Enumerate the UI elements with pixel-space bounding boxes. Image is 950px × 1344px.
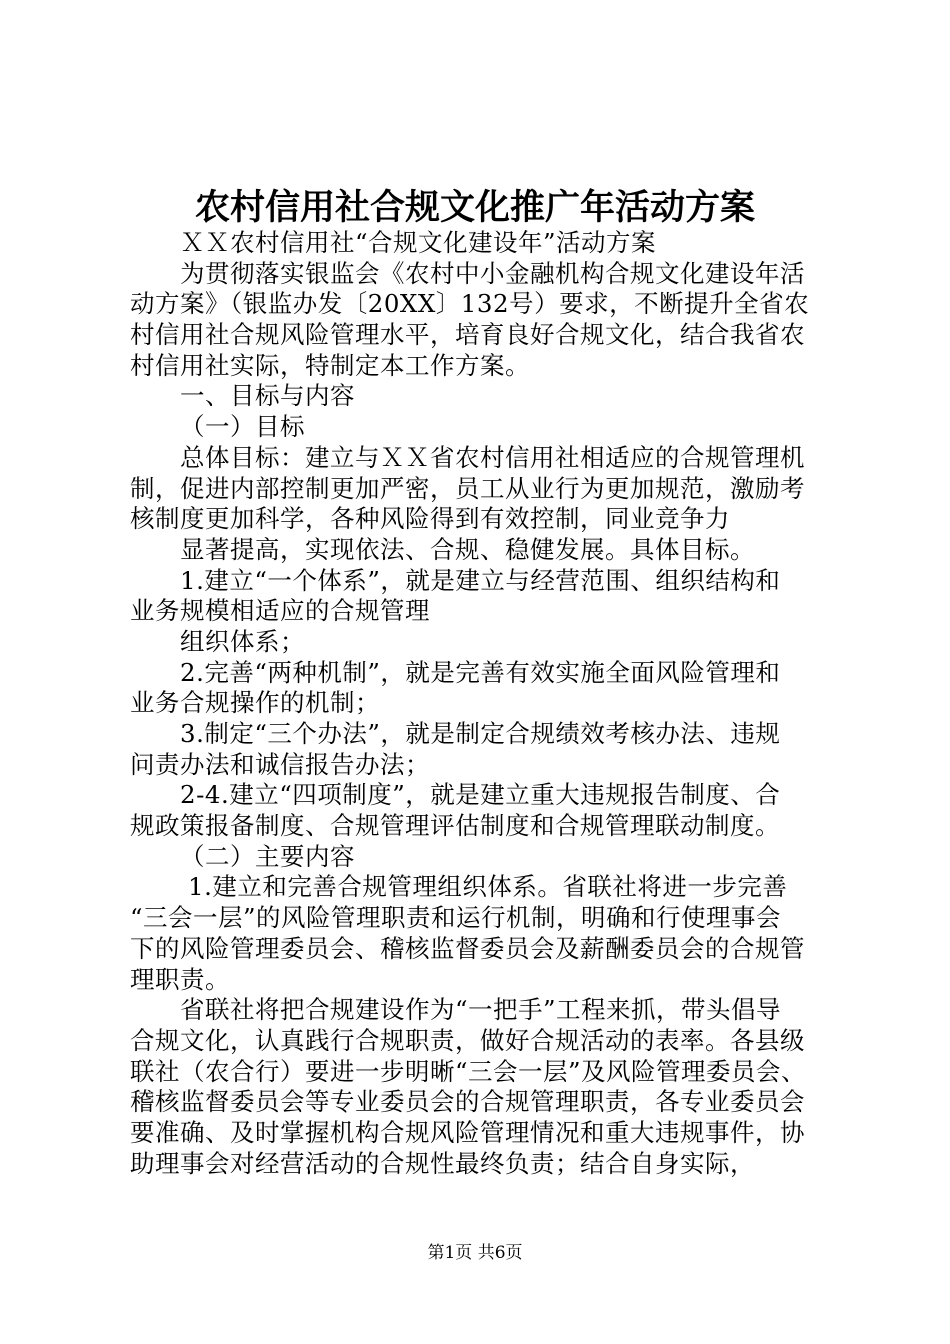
paragraph-line: 村信用社实际，特制定本工作方案。: [130, 350, 530, 380]
paragraph-line: 联社（农合行）要进一步明晰“三会一层”及风险管理委员会、: [130, 1056, 807, 1086]
list-item-line: 理职责。: [130, 964, 230, 994]
paragraph-line: 要准确、及时掌握机构合规风险管理情况和重大违规事件，协: [130, 1117, 805, 1147]
list-item-line: 1.建立“一个体系”，就是建立与经营范围、组织结构和: [180, 565, 781, 595]
list-item-line: 业务规模相适应的合规管理: [130, 596, 430, 626]
list-item-line: 下的风险管理委员会、稽核监督委员会及薪酬委员会的合规管: [130, 933, 805, 963]
document-body: [130, 228, 830, 1179]
paragraph-line: 稽核监督委员会等专业委员会的合规管理职责，各专业委员会: [130, 1087, 805, 1117]
paragraph-line: 为贯彻落实银监会《农村中小金融机构合规文化建设年活: [180, 258, 805, 288]
paragraph-line: 合规文化，认真践行合规职责，做好合规活动的表率。各县级: [130, 1025, 805, 1055]
subsection-heading: （一）目标: [180, 412, 305, 442]
paragraph-line: 总体目标：建立与ＸＸ省农村信用社相适应的合规管理机: [180, 442, 805, 472]
paragraph-line: 助理事会对经营活动的合规性最终负责；结合自身实际，: [130, 1148, 755, 1178]
section-heading: 一、目标与内容: [180, 381, 355, 411]
paragraph-line: 制，促进内部控制更加严密，员工从业行为更加规范，激励考: [130, 473, 805, 503]
list-item-line: 业务合规操作的机制；: [130, 688, 380, 718]
paragraph-line: 核制度更加科学，各种风险得到有效控制，同业竞争力: [130, 504, 730, 534]
list-item-line: “三会一层”的风险管理职责和运行机制，明确和行使理事会: [130, 903, 782, 933]
subsection-heading: （二）主要内容: [180, 841, 355, 871]
paragraph-line: 显著提高，实现依法、合规、稳健发展。具体目标。: [180, 534, 755, 564]
list-item-line: 规政策报备制度、合规管理评估制度和合规管理联动制度。: [130, 811, 780, 841]
list-item-line: 1.建立和完善合规管理组织体系。省联社将进一步完善: [188, 872, 788, 902]
paragraph-line: 动方案》（银监办发〔20XX〕132号）要求，不断提升全省农: [130, 289, 810, 319]
document-title: 农村信用社合规文化推广年活动方案: [194, 188, 755, 228]
paragraph-line: 村信用社合规风险管理水平，培育良好合规文化，结合我省农: [130, 320, 805, 350]
list-item-line: 3.制定“三个办法”，就是制定合规绩效考核办法、违规: [180, 719, 781, 748]
paragraph-line: 省联社将把合规建设作为“一把手”工程来抓，带头倡导: [180, 995, 782, 1025]
list-item-line: 问责办法和诚信报告办法；: [130, 749, 430, 779]
paragraph-line: ＸＸ农村信用社“合规文化建设年”活动方案: [180, 228, 657, 257]
list-item-line: 2-4.建立“四项制度”，就是建立重大违规报告制度、合: [180, 780, 781, 810]
list-item-line: 2.完善“两种机制”，就是完善有效实施全面风险管理和: [180, 657, 781, 687]
page-indicator: 第1页 共6页: [427, 1243, 523, 1263]
list-item-line: 组织体系；: [180, 626, 305, 656]
